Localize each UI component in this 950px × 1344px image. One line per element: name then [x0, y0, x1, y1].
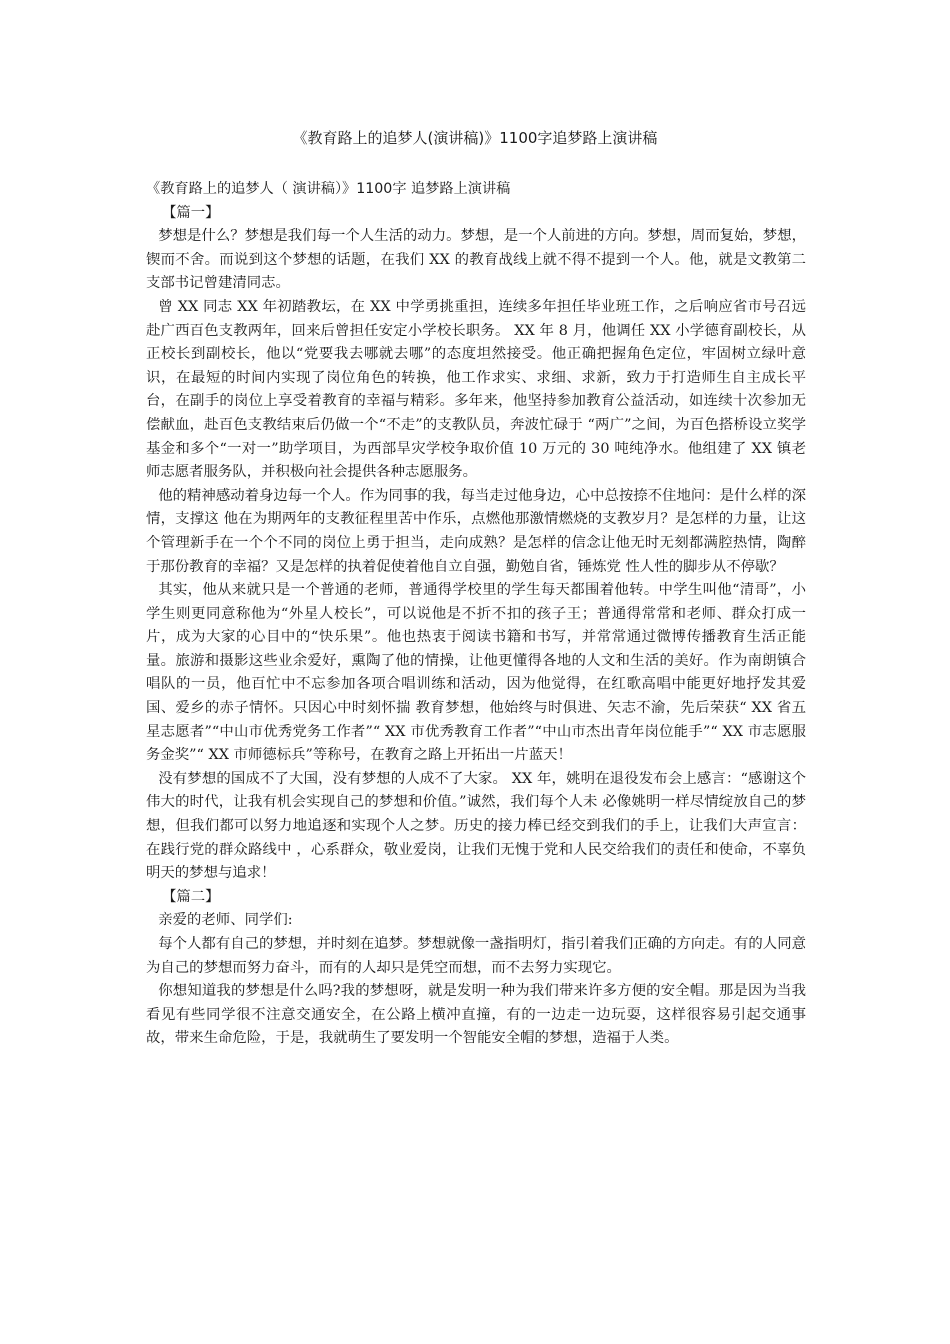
- paragraph: 亲爱的老师、同学们:: [158, 912, 293, 929]
- paragraph: 曾 XX 同志 XX 年初踏教坛，在 XX 中学勇挑重担，连续多年担任毕业班工作，之后响应省市号召远赴广西百色支教两年，回来后曾担任安定小学校长职务。 XX 年 8 月，他调任 XX 小学德育副校长，从正校长到副校长，他以“党要我去哪就去哪”的态度坦然接受。他正确把握角色定位，牢固树立绿叶意识，在最短的时间内实现了岗位角色的转换，他工作求实、求细、求新，致力于打造师生自主成长平台，在副手的岗位上享受着教育的幸福与精彩。多年来，他坚持参加教育公益活动，如连续十次参加无偿献血，赴百色支教结束后仍做一个“不走”的支教队员，奔波忙碌于 “两广”之间，为百色搭桥设立奖学基金和多个“一对一”助学项目，为西部旱灾学校争取价值 10 万元的 30 吨纯净水。他组建了 XX 镇老师志愿者服务队，并积极向社会提供各种志愿服务。: [146, 298, 806, 481]
- document-body: [146, 178, 806, 1051]
- paragraph: 每个人都有自己的梦想，并时刻在追梦。梦想就像一盏指明灯，指引着我们正确的方向走。有的人同意为自己的梦想而努力奋斗，而有的人却只是凭空而想，而不去努力实现它。: [146, 936, 806, 976]
- paragraph: 梦想是什么？梦想是我们每一个人生活的动力。梦想，是一个人前进的方向。梦想，周而复始，梦想，锲而不舍。而说到这个梦想的话题，在我们 XX 的教育战线上就不得不提到一个人。他，就是文教第二支部书记曾建清同志。: [146, 228, 806, 292]
- document-title: 《教育路上的追梦人(演讲稿)》1100字追梦路上演讲稿: [292, 129, 658, 147]
- paragraph: 他的精神感动着身边每一个人。作为同事的我，每当走过他身边，心中总按捺不住地问：是什么样的深情，支撑这 他在为期两年的支教征程里苦中作乐，点燃他那激情燃烧的支教岁月？是怎样的力量，让这个管理新手在一个个不同的岗位上勇于担当，走向成熟？是怎样的信念让他无时无刻都满腔热情，陶醉于那份教育的幸福？又是怎样的执着促使着他自立自强，勤勉自省，锤炼党 性人性的脚步从不停歇？: [146, 487, 806, 575]
- section-heading-two: 【篇二】: [162, 888, 220, 905]
- document-subtitle: 《教育路上的追梦人（ 演讲稿）》1100字 追梦路上演讲稿: [146, 181, 511, 197]
- section-heading-one: 【篇一】: [162, 204, 220, 221]
- paragraph: 没有梦想的国成不了大国，没有梦想的人成不了大家。 XX 年，姚明在退役发布会上感言：“感谢这个伟大的时代，让我有机会实现自己的梦想和价值。”诚然，我们每个人未 必像姚明一样尽情绽放自己的梦想，但我们都可以努力地追逐和实现个人之梦。历史的接力棒已经交到我们的手上，让我们大声宣言：在践行党的群众路线中 ，心系群众，敬业爱岗，让我们无愧于党和人民交给我们的责任和使命，不辜负明天的梦想与追求！: [146, 770, 806, 882]
- paragraph: 你想知道我的梦想是什么吗?我的梦想呀，就是发明一种为我们带来许多方便的安全帽。那是因为当我看见有些同学很不注意交通安全，在公路上横冲直撞，有的一边走一边玩耍，这样很容易引起交通事故，带来生命危险，于是，我就萌生了要发明一个智能安全帽的梦想，造福于人类。: [146, 983, 806, 1047]
- paragraph: 其实，他从来就只是一个普通的老师，普通得学校里的学生每天都围着他转。中学生叫他“清哥”，小学生则更同意称他为“外星人校长”，可以说他是不折不扣的孩子王；普通得常常和老师、群众打成一片，成为大家的心目中的“快乐果”。他也热衷于阅读书籍和书写，并常常通过微博传播教育生活正能量。旅游和摄影这些业余爱好，熏陶了他的情操，让他更懂得各地的人文和生活的美好。作为南朗镇合唱队的一员，他百忙中不忘参加各项合唱训练和活动，因为他觉得，在红歌高唱中能更好地抒发其爱国、爱乡的赤子情怀。只因心中时刻怀揣 教育梦想，他始终与时俱进、矢志不渝，先后荣获“ XX 省五星志愿者”“中山市优秀党务工作者”“ XX 市优秀教育工作者”“中山市杰出青年岗位能手”“ XX 市志愿服务金奖”“ XX 市师德标兵”等称号，在教育之路上开拓出一片蓝天！: [146, 582, 806, 764]
